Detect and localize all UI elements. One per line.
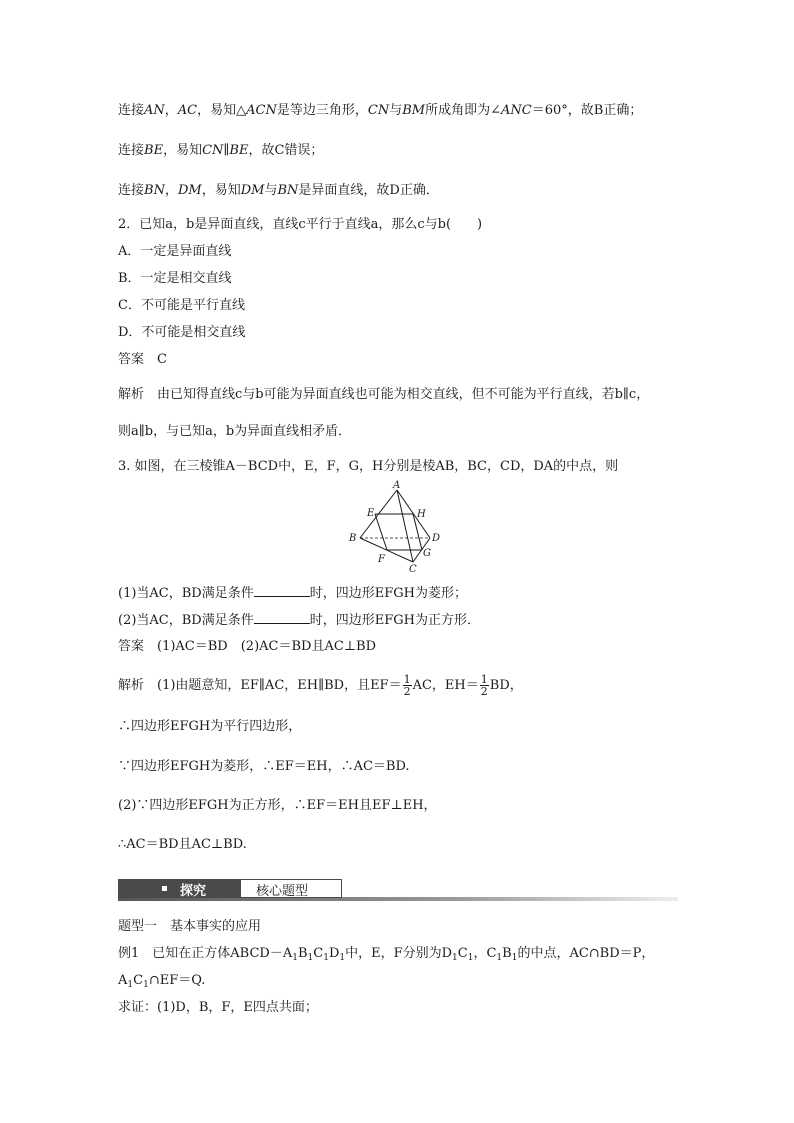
analysis: [118, 674, 523, 697]
label-B: B: [349, 533, 357, 544]
text: 时，四边形EFGH为菱形；: [309, 586, 467, 601]
text: ，C: [473, 946, 497, 961]
answer: 答案 C: [118, 352, 167, 367]
banner-title: 探究: [180, 884, 207, 899]
text: 时，四边形EFGH为正方形．: [309, 613, 480, 628]
text: 是等边三角形，: [276, 103, 368, 118]
text: ，易知: [163, 143, 203, 158]
text: D: [328, 946, 340, 961]
text: C: [457, 946, 468, 961]
text-line: [118, 102, 642, 120]
tetrahedron-figure: [340, 478, 450, 573]
text: (1)当AC，BD满足条件: [118, 586, 254, 601]
text: ，: [164, 103, 178, 118]
proof-prompt: 求证：(1)D，B，F，E四点共面；: [118, 1000, 318, 1015]
analysis: ∴四边形EFGH为平行四边形，: [118, 719, 302, 734]
text: 连接: [118, 103, 145, 118]
text: DM: [177, 183, 202, 198]
text: A: [118, 973, 128, 988]
analysis: 则a∥b，与已知a，b为异面直线相矛盾．: [118, 424, 352, 439]
text: BE: [144, 143, 164, 158]
analysis: ∵四边形EFGH为菱形，∴EF＝EH，∴AC＝BD.: [118, 759, 410, 774]
text: (2)当AC，BD满足条件: [118, 613, 254, 628]
label-H: H: [417, 509, 426, 520]
answer-blank[interactable]: [254, 584, 310, 597]
label-F: F: [378, 554, 385, 565]
text: 解析 (1)由题意知，EF∥AC，EH∥BD，且EF＝: [118, 678, 402, 693]
text: AC: [177, 103, 198, 118]
text: 中，E，F分别为D: [345, 946, 453, 961]
text: 连接: [118, 143, 145, 158]
text: ACN: [246, 103, 277, 118]
question-2: 2．已知a，b是异面直线，直线c平行于直线a，那么c与b( ): [118, 217, 483, 232]
option-b: B．一定是相交直线: [118, 271, 232, 286]
text: 是异面直线，故D正确．: [298, 183, 439, 198]
square-bullet-icon: [162, 886, 167, 891]
text: DM: [240, 183, 265, 198]
text: B: [297, 946, 308, 961]
text: ANC: [501, 103, 532, 118]
text: B: [502, 946, 512, 961]
option-c: C．不可能是平行直线: [118, 298, 245, 313]
analysis: ∴AC＝BD且AC⊥BD.: [118, 837, 247, 852]
text-line: [118, 182, 439, 200]
text-line: [118, 142, 323, 160]
banner-subtitle: 核心题型: [256, 884, 309, 899]
text: ，易知△: [197, 103, 247, 118]
text: 与: [389, 103, 403, 118]
text: BM: [402, 103, 426, 118]
text: BD，: [489, 678, 523, 693]
text: ＝60°，故B正确；: [531, 103, 643, 118]
label-E: E: [367, 508, 375, 519]
answer-blank[interactable]: [254, 611, 310, 624]
text: 所成角即为∠: [425, 103, 501, 118]
text: 连接: [118, 183, 145, 198]
text: ，易知: [201, 183, 241, 198]
label-A: A: [393, 480, 401, 491]
text: 的中点，AC∩BD＝P，: [517, 946, 655, 961]
label-G: G: [423, 548, 431, 559]
banner-tab: [118, 879, 240, 898]
section-banner: [118, 879, 678, 901]
text: CN: [367, 103, 390, 118]
answer: 答案 (1)AC＝BD (2)AC＝BD且AC⊥BD: [118, 639, 376, 654]
label-D: D: [432, 533, 441, 544]
text: BN: [277, 183, 299, 198]
text: ，: [164, 183, 178, 198]
sub-question-2: [118, 611, 480, 630]
analysis: 解析 由已知得直线c与b可能为异面直线也可能为相交直线，但不可能为平行直线，若b∥c，: [118, 387, 650, 402]
text: AN: [144, 103, 165, 118]
option-a: A．一定是异面直线: [118, 244, 232, 259]
option-d: D．不可能是相交直线: [118, 325, 246, 340]
analysis: (2)∵四边形EFGH为正方形，∴EF＝EH且EF⊥EH，: [118, 798, 437, 813]
sub-question-1: [118, 584, 467, 603]
fraction: $\frac{1}{2}$: [480, 673, 488, 698]
example-1: 例1 已知在正方体$ABCD-A_1B_1C_1D_1$中，E，F分别为$D_1C_1$，$C_1B_1$的中点，AC∩BD＝P，: [118, 946, 655, 963]
fraction: $\frac{1}{2}$: [403, 673, 411, 698]
text: BN: [144, 183, 165, 198]
text: C: [133, 973, 144, 988]
label-C: C: [409, 564, 417, 573]
edge-EF: [375, 514, 387, 550]
text: CN∥BE: [202, 143, 249, 158]
text: C: [313, 946, 324, 961]
question-3: 3. 如图，在三棱锥A－BCD中，E，F，G，H分别是棱AB，BC，CD，DA的中点，则: [118, 459, 619, 474]
text: ，故C错误；: [248, 143, 324, 158]
text: 与: [264, 183, 278, 198]
text: 例1 已知在正方体ABCD－A: [118, 946, 293, 961]
text: AC，EH＝: [412, 678, 479, 693]
example-1-cont: $A_1C_1\cap EF=Q$.: [118, 973, 206, 990]
topic-heading: 题型一 基本事实的应用: [118, 919, 262, 934]
text: ∩EF＝Q.: [148, 973, 206, 988]
